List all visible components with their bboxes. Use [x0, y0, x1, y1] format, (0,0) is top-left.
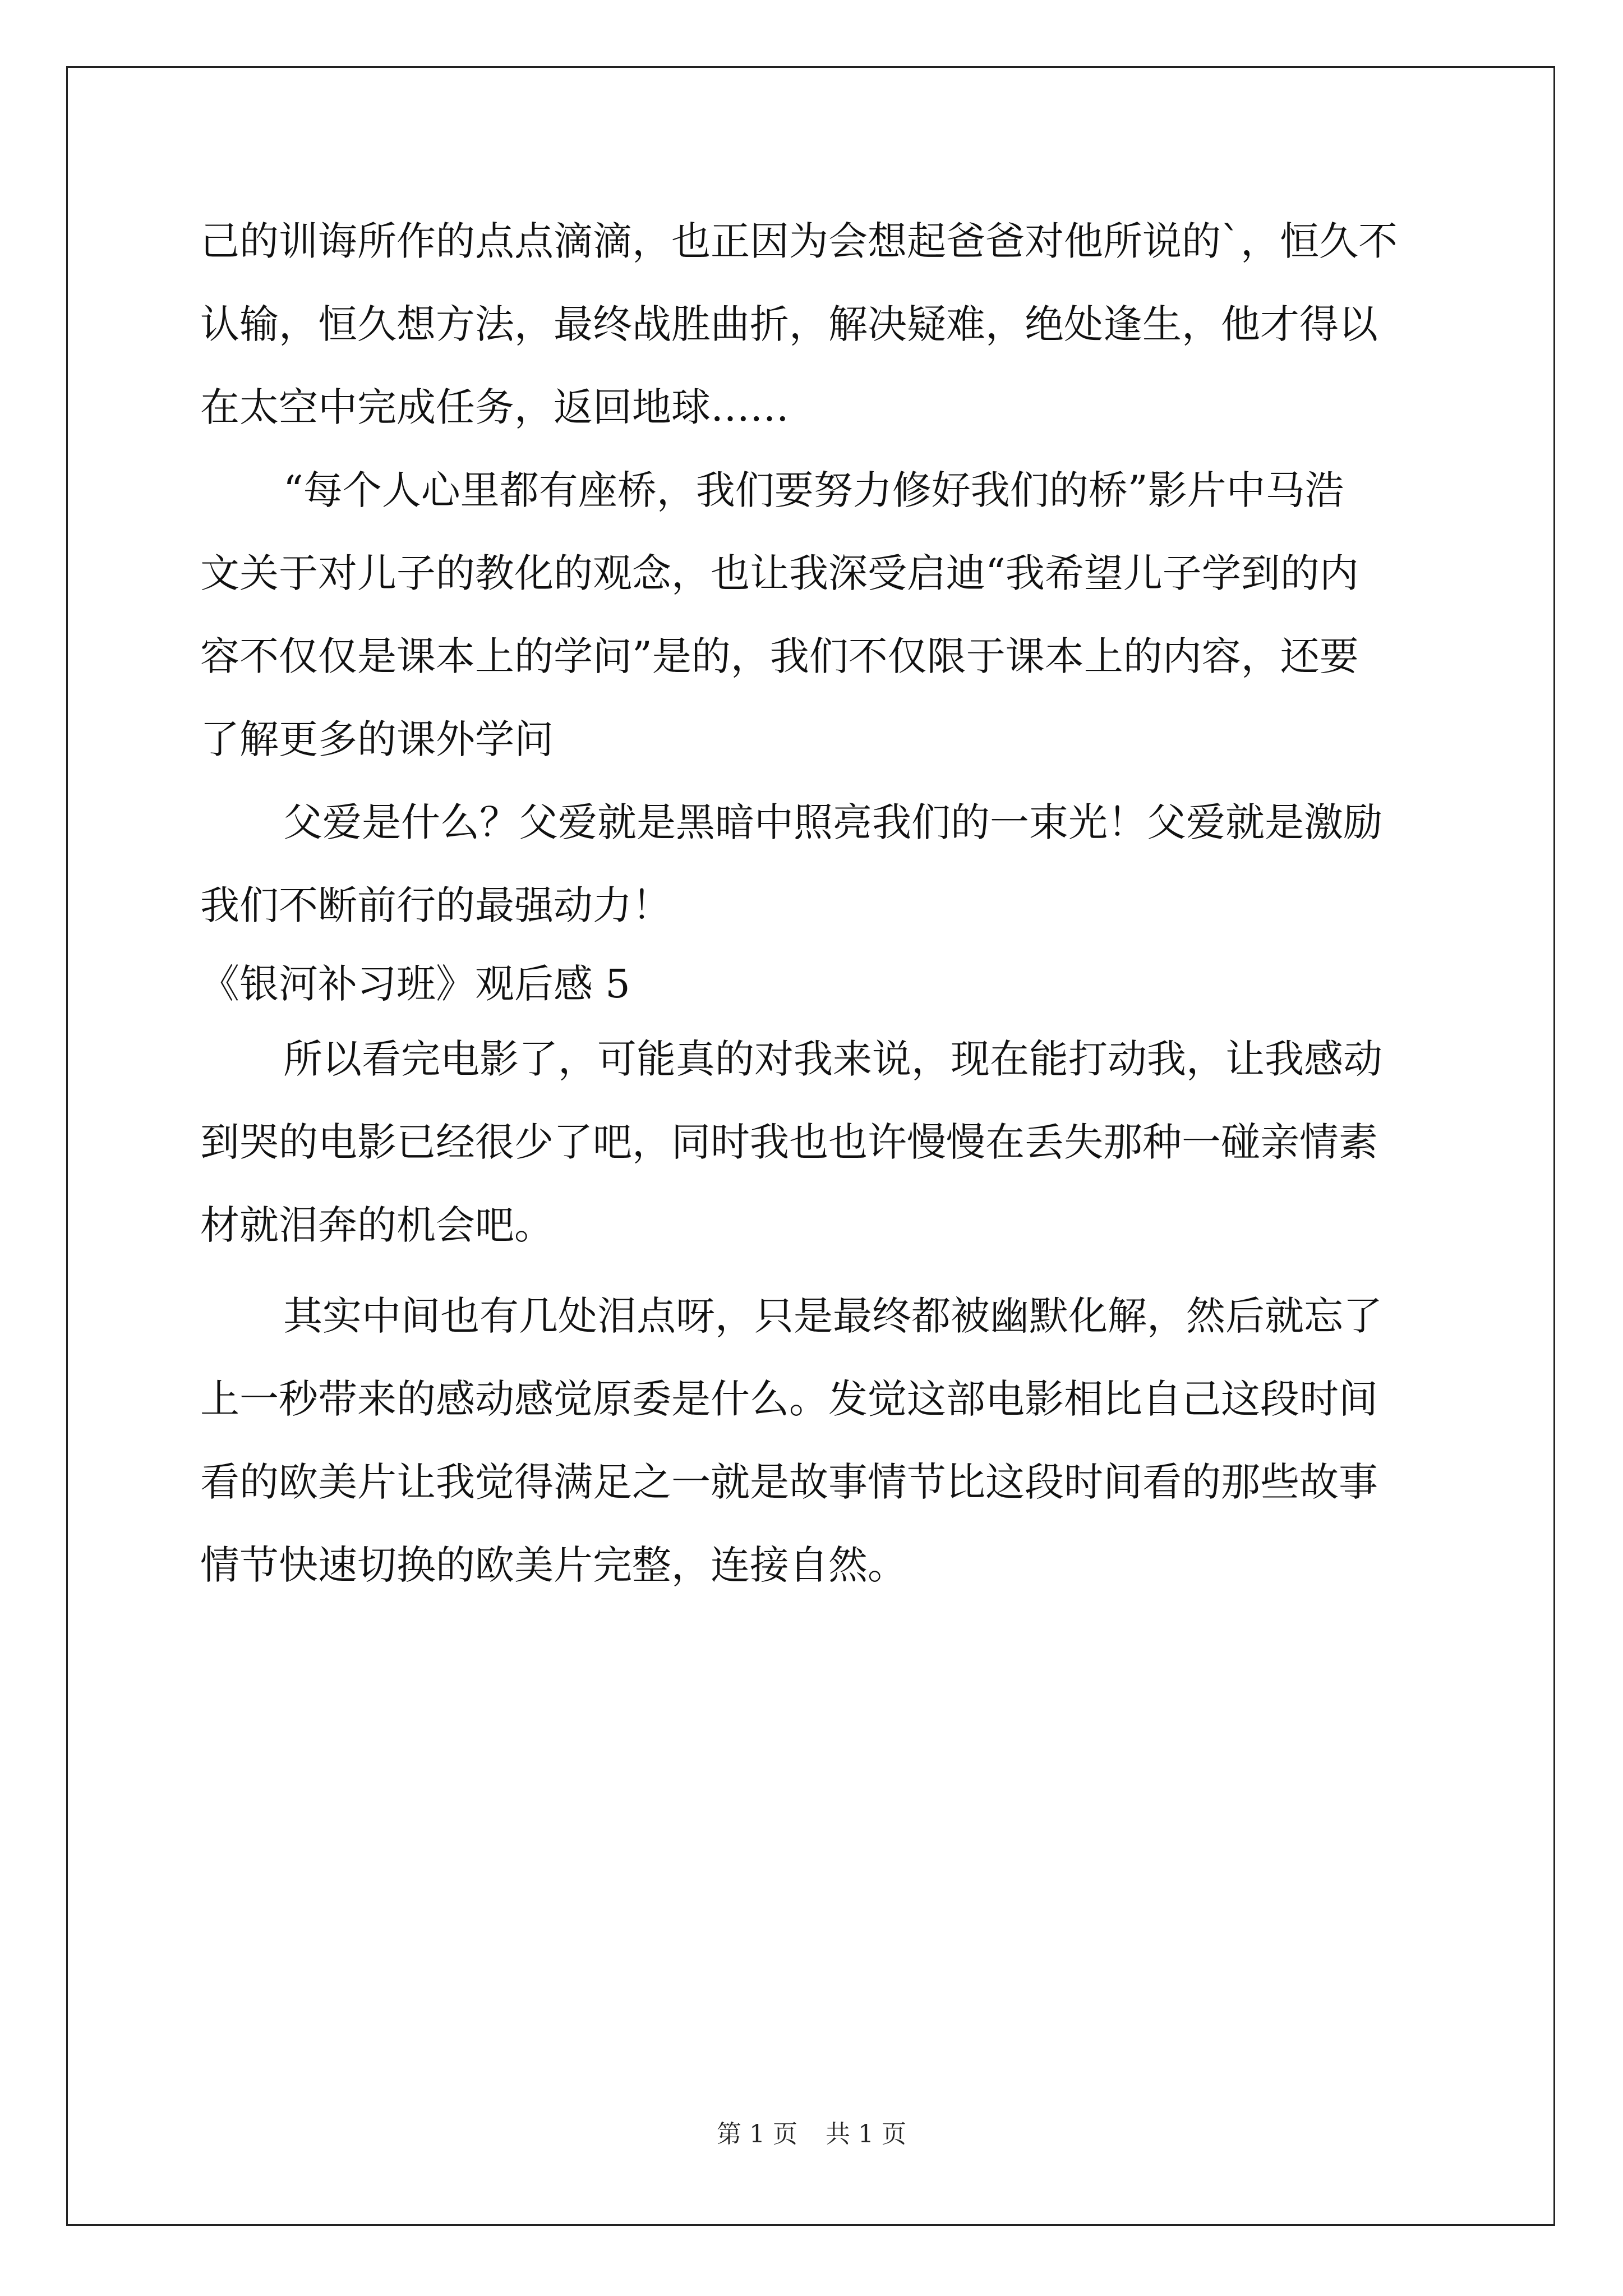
text-line: 容不仅仅是课本上的学问”是的，我们不仅限于课本上的内容，还要 — [200, 633, 1359, 679]
paragraph-4 — [200, 1031, 1434, 1253]
paragraph-5 — [200, 1288, 1434, 1593]
text-line: 文关于对儿子的教化的观念，也让我深受启迪“我希望儿子学到的内 — [200, 550, 1359, 596]
page-footer — [0, 2114, 1623, 2150]
text-line: 到哭的电影已经很少了吧，同时我也也许慢慢在丢失那种一碰亲情素 — [200, 1119, 1378, 1165]
paragraph-2 — [200, 462, 1434, 767]
text-line: “每个人心里都有座桥，我们要努力修好我们的桥”影片中马浩 — [283, 467, 1344, 513]
text-line: 认输，恒久想方法，最终战胜曲折，解决疑难，绝处逢生，他才得以 — [200, 301, 1378, 347]
text-line: 己的训诲所作的点点滴滴，也正因为会想起爸爸对他所说的`，恒久不 — [200, 218, 1398, 264]
paragraph-3 — [200, 794, 1434, 933]
text-line: 所以看完电影了，可能真的对我来说，现在能打动我，让我感动 — [283, 1036, 1382, 1082]
text-line: 材就泪奔的机会吧。 — [200, 1202, 554, 1248]
text-line: 我们不断前行的最强动力！ — [200, 882, 671, 928]
text-line: 其实中间也有几处泪点呀，只是最终都被幽默化解，然后就忘了 — [283, 1293, 1382, 1339]
document-body — [200, 213, 1434, 1593]
text-line: 父爱是什么？父爱就是黑暗中照亮我们的一束光！父爱就是激励 — [283, 799, 1382, 845]
text-line: 了解更多的课外学问 — [200, 716, 554, 762]
text-line: 看的欧美片让我觉得满足之一就是故事情节比这段时间看的那些故事 — [200, 1459, 1378, 1505]
page-number-current: 第 1 页 — [717, 2120, 797, 2148]
text-line: 上一秒带来的感动感觉原委是什么。发觉这部电影相比自己这段时间 — [200, 1376, 1378, 1422]
text-line: 在太空中完成任务，返回地球…… — [200, 384, 789, 430]
text-line: 情节快速切换的欧美片完整，连接自然。 — [200, 1542, 907, 1588]
page-number-total: 共 1 页 — [826, 2120, 906, 2148]
paragraph-1 — [200, 213, 1434, 435]
section-heading: 《银河补习班》观后感 5 — [200, 961, 630, 1007]
